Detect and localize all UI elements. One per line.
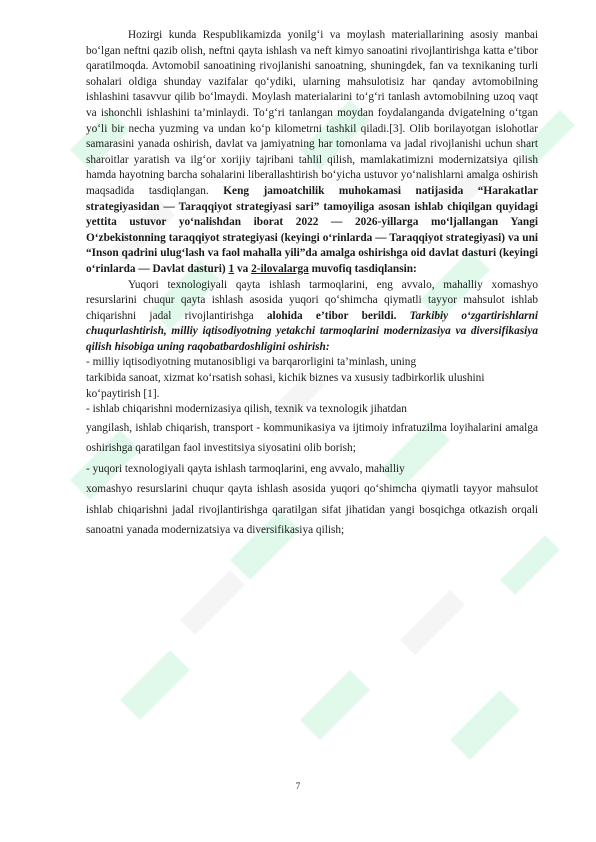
paragraph-intro-bold: Keng jamoatchilik muhokamasi natijasida “Harakatlar strategiyasidan — Taraqqiyot strategiyasi sari” tamoyiliga asosan ishlab chiqilgan quyidagi yettita ustuvor yo‘nalishdan iborat 2022 — 2026-yillarga mo‘ljallangan Yangi O‘zbekistonning taraqqiyot strategiyasi (keyingi o‘rinlarda — Taraqqiyot strategiyasi) va uni “Inson qadrini ulug‘lash va faol mahalla yili”da amalga oshirishga oid davlat dasturi (keyingi o‘rinlarda — Davlat dasturi) — [86, 184, 538, 275]
appendix-link-2[interactable]: 2-ilovalarga — [251, 262, 309, 275]
paragraph-industry-text: Yuqori texnologiyali qayta ishlash tarmoqlarini, eng avvalo, mahalliy xomashyo resurslarini chuqur qayta ishlash asosida yuqori qo‘shimcha qiymatli tayyor mahsulot ishlab chiqarishni jadal rivojlantirishga — [86, 278, 538, 322]
paragraph-industry-bold: alohida e’tibor berildi. — [266, 309, 397, 322]
list-item-2-head: - ishlab chiqarishni modernizasiya qilish, texnik va texnologik jihatdan — [86, 403, 407, 416]
paragraph-industry-italic: Tarkibiy o‘zgartirishlarni chuqurlashtirish, milliy iqtisodiyotning yetakchi tarmoqlarini modernizasiya va diversifikasiya qilish hisobiga uning raqobatbardoshligini oshirish: — [86, 309, 539, 353]
list-item-1-rest: tarkibida sanoat, xizmat ko‘rsatish sohasi, kichik biznes va xususiy tadbirkorlik ulushini ko‘paytirish [1]. — [86, 372, 485, 400]
document-body — [86, 28, 538, 541]
appendix-link-1[interactable]: 1 — [228, 262, 235, 275]
paragraph-intro — [86, 28, 538, 278]
list-item-2-rest: yangilash, ishlab chiqarish, transport - kommunikasiya va ijtimoiy infratuzilma loyihalarini amalga oshirishga qaratilgan faol investitsiya siyosatini olib borish; — [86, 421, 538, 455]
paragraph-intro-text: Hozirgi kunda Respublikamizda yonilg‘i va moylash materiallarining asosiy manbai bo‘lgan neftni qazib olish, neftni qayta ishlash va neft kimyo sanoatini rivojlantirishga katta e’tibor qaratilmoqda. Avtomobil sanoatining rivojlanishi sanoatning, shuningdek, fan va texnikaning turli sohalari oldiga shunday vazifalar qo‘ydiki, ularning mahsulotisiz har qanday avtomobilning ishlashini tasavvur qilib bo‘lmaydi. Moylash materialarini to‘g‘ri tanlash avtomobilning uzoq vaqt va ishonchli ishlashini ta’minlaydi. To‘g‘ri tanlangan moydan foydalanganda dvigatelning o‘tgan yo‘li bir necha yuzming va undan ko‘p kilometrni tashkil qiladi.[3]. Olib borilayotgan islohotlar samarasini yanada oshirish, davlat va jamiyatning har tomonlama va jadal rivojlanishi uchun shart sharoitlar yaratish va ilg‘or xorijiy tajribani tahlil qilish, mamlakatimizni modernizatsiya qilish hamda hayotning barcha sohalarini liberallashtirish bo‘yicha ustuvor yo‘nalishlarni amalga oshirish maqsadida tasdiqlangan. — [86, 29, 538, 197]
list-item-3-head: - yuqori texnologiyali qayta ishlash tarmoqlarini, eng avvalo, mahalliy — [86, 462, 405, 475]
list-item-1-head: - milliy iqtisodiyotning mutanosibligi va barqarorligini ta’minlash, uning — [86, 356, 417, 369]
paragraph-industry — [86, 278, 538, 356]
list-item-3-rest: xomashyo resurslarini chuqur qayta ishlash asosida yuqori qo‘shimcha qiymatli tayyor mahsulot ishlab chiqarishni jadal rivojlantirishga qaratilgan sifat jihatidan yangi bosqichga otkazish orqali sanoatni yanada modernizatsiya va diversifikasiya qilish; — [86, 483, 538, 537]
page-number: 7 — [295, 781, 301, 791]
conjunction-text: va — [236, 262, 249, 275]
paragraph-intro-end: muvofiq tasdiqlansin: — [311, 262, 417, 275]
